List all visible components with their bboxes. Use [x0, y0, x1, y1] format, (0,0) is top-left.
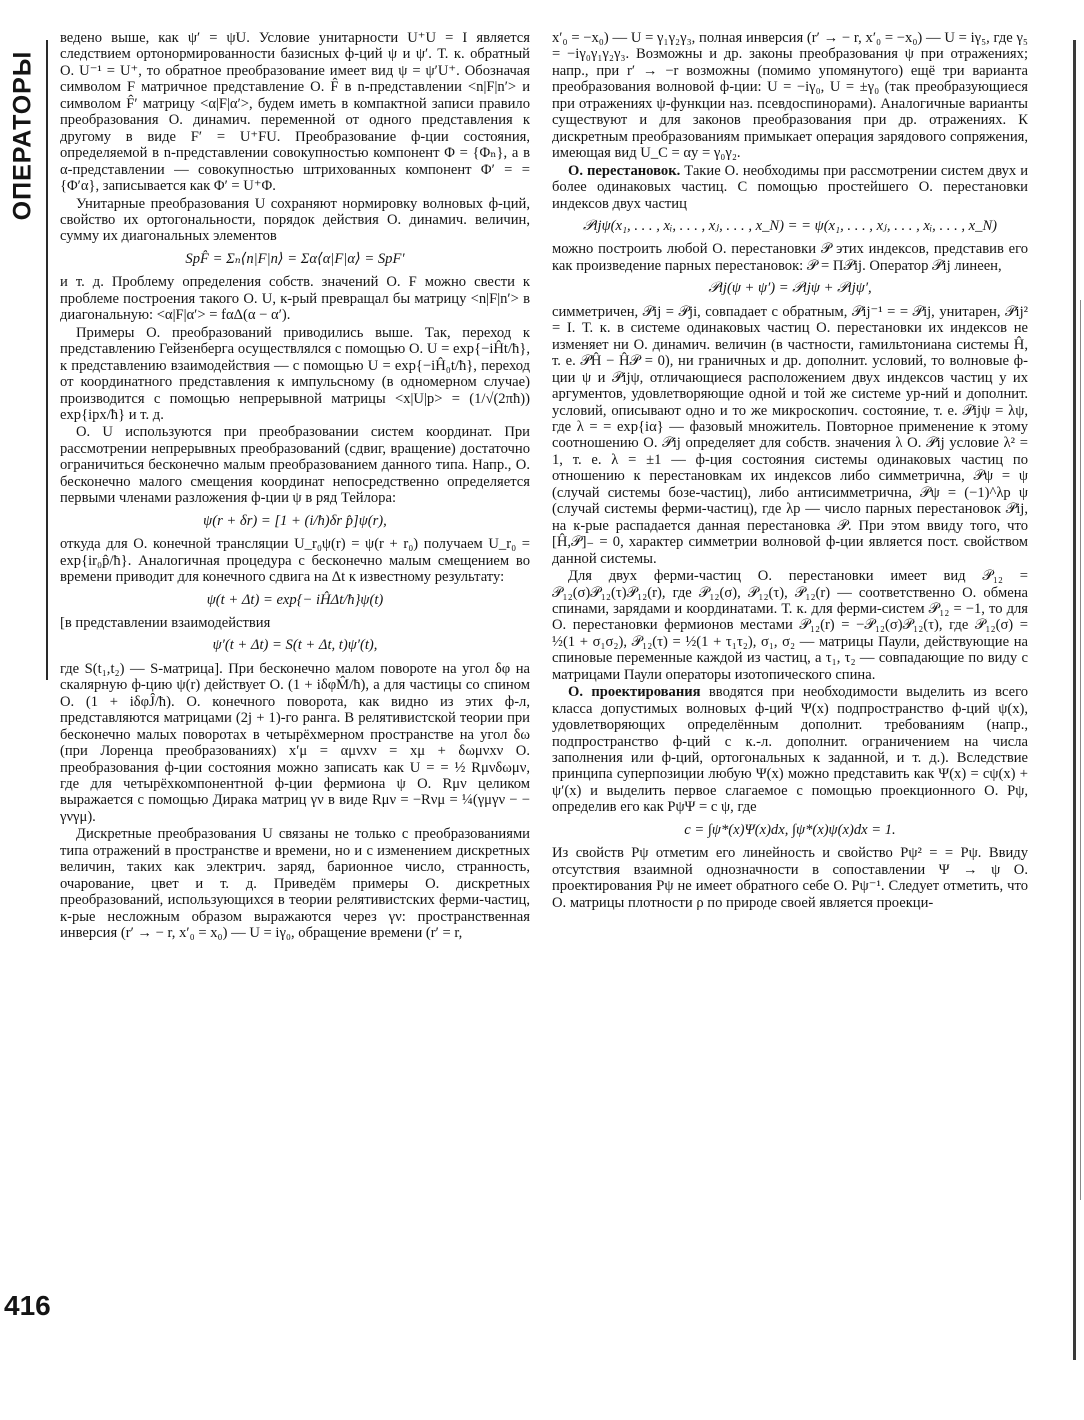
- formula: 𝒫ijψ(x₁, . . . , xᵢ, . . . , xⱼ, . . . , x_N) = = ψ(x₁, . . . , xⱼ, . . . , xᵢ, . . . , x_N): [582, 217, 998, 234]
- paragraph: симметричен, 𝒫ij = 𝒫ji, совпадает с обратным, 𝒫ij⁻¹ = = 𝒫ij, унитарен, 𝒫ij² = I. Т. к. в системе одинаковых частиц О. перестановки их индексов не изменяет ни О. динамич. величин (в частности, гамильтониана системы Ĥ, т. е. 𝒫Ĥ − Ĥ𝒫 = 0), ни граничных и др. дополнит. условий, то волновые ф-ции ψ и 𝒫ijψ, отличающиеся расположением двух индексов частиц у их аргументов, удовлетворяющие одной и той же системе ур-ний и дополнит. условий, описывают одно и то же микроскопич. состояние, т. е. 𝒫ijψ = λψ, где λ = = exp{iα} — фазовый множитель. Повторное применение к этому соотношению О. 𝒫ij определяет для собств. значения λ О. 𝒫ij условие λ² = 1, т. е. λ = ±1 — ф-ция состояния системы одинаковых частиц по отношению к перестановкам их индексов либо симметрична, 𝒫ψ = ψ (случай системы бозе-частиц), либо антисимметрична, 𝒫ψ = (−1)^λp ψ (случай системы ферми-частиц), где λp — число парных перестановок 𝒫ij, на к-рые распадается данная перестановка 𝒫. При этом ввиду того, что [Ĥ,𝒫]₋ = 0, характер симметрии волновой ф-ции является пост. свойством данной системы.: [552, 303, 1028, 567]
- formula: ψ(r + δr) = [1 + (i/ħ)δr p̂]ψ(r),: [203, 512, 387, 529]
- paragraph: Из свойств Pψ отметим его линейность и свойство Pψ² = = Pψ. Ввиду отсутствия взаимной однозначности в сопоставлении Ψ → ψ О. проектирования Pψ не имеет обратного себе О. Pψ⁻¹. Следует отметить, что О. матрицы плотности ρ по природе своей является проекци-: [552, 845, 1028, 911]
- paragraph: [552, 684, 1028, 816]
- paragraph: можно построить любой О. перестановки 𝒫 этих индексов, представив его как произведение парных перестановок: 𝒫 = Π𝒫ij. Оператор 𝒫ij линеен,: [552, 241, 1028, 274]
- paragraph: Унитарные преобразования U сохраняют нормировку волновых ф-ций, свойство их ортогональности, порядок действия О. динамич. величин, сумму их диагональных элементов: [60, 195, 530, 245]
- entry-text: вводятся при необходимости выделить из всего класса допустимых волновых ф-ций Ψ(x) подпространство ф-ций ψ(x), удовлетворяющих определённым дополнит. требованиям (напр., подпространство ф-ций с к.-л. дополнит. ограничением на числа заполнения или ф-ций, ортогональных к заданной, и т. д.). Вследствие принципа суперпозиции любую Ψ(x) можно представить как Ψ(x) = cψ(x) + ψ′(x) и выделить первое слагаемое с помощью проекционного О. Pψ, определив его как PψΨ = c ψ, где: [552, 684, 1029, 816]
- section-rule: [46, 40, 48, 680]
- entry-term: О. перестановок.: [568, 162, 681, 179]
- paragraph: Примеры О. преобразований приводились выше. Так, переход к представлению Гейзенберга осуществлялся с помощью О. U = exp{−iĤt/ħ}, к представлению взаимодействия — с помощью U = exp{−iĤ₀t/ħ}, переход от координатного представления к импульсному (в одномерном случае) производится с помощью непрерывной матрицы <x|U|p> = (1/√(2πħ)) exp{ipx/ħ} и т. д.: [60, 324, 530, 423]
- paragraph: О. U используются при преобразовании систем координат. При рассмотрении непрерывных преобразований (сдвиг, вращение) достаточно ограничиться бесконечно малым преобразованием данного типа. Напр., О. бесконечно малого смещения координат непосредственно определяется первыми членами разложения ф-ции ψ в ряд Тейлора:: [60, 424, 530, 507]
- paragraph: ведено выше, как ψ′ = ψU. Условие унитарности U⁺U = I является следствием ортонормированности базисных ф-ций ψ и ψ′. Т. к. обратный О. U⁻¹ = U⁺, то обратное преобразование имеет вид ψ = ψ′U⁺. Обозначая символом F матричное представление О. F̂ в n-представлении <n|F|n′> и символом F̂′ матрицу <α|F|α′>, будем иметь в компактной записи правило преобразования О. динамич. переменной от одного представления к другому в виде F′ = U⁺FU. Преобразование ф-ции состояния, определяемой в n-представлении совокупностью компонент Φ = {Φₙ}, а в α-представлении — совокупностью штрихованных компонент Φ′ = = {Φ′α}, записывается как Φ′ = U⁺Φ.: [60, 30, 530, 195]
- section-title: ОПЕРАТОРЫ: [8, 50, 37, 220]
- paragraph: [в представлении взаимодействия: [60, 614, 271, 631]
- page-edge-rule-thin: [1080, 300, 1081, 1200]
- formula: ψ′(t + Δt) = S(t + Δt, t)ψ′(t),: [212, 637, 378, 654]
- formula: SpF̂ = Σₙ⟨n|F|n⟩ = Σα⟨α|F|α⟩ = SpF′: [185, 250, 405, 267]
- page-edge-rule: [1073, 40, 1076, 1360]
- paragraph: Для двух ферми-частиц О. перестановки имеет вид 𝒫₁₂ = 𝒫₁₂(σ)𝒫₁₂(τ)𝒫₁₂(r), где 𝒫₁₂(σ), 𝒫₁₂(τ), 𝒫₁₂(r) — соответственно О. обмена спинами, зарядами и координатами. Т. к. для ферми-систем 𝒫₁₂ = −1, то для О. перестановки фермионов местами 𝒫₁₂(r) = −𝒫₁₂(σ)𝒫₁₂(τ), где 𝒫₁₂(σ) = ½(1 + σ₁σ₂), 𝒫₁₂(τ) = ½(1 + τ₁τ₂), σ₁, σ₂ — матрицы Паули, действующие на спиновые переменные каждой из частиц, а τ₁, τ₂ — совпадающие по виду с матрицами Паули операторы изотопического спина.: [552, 568, 1028, 683]
- paragraph: откуда для О. конечной трансляции U_r₀ψ(r) = ψ(r + r₀) получаем U_r₀ = exp{ir₀p̂/ħ}. Аналогичная процедура с бесконечно малым смещением во времени приводит для конечного сдвига на Δt к известному результату:: [60, 536, 530, 586]
- paragraph: Дискретные преобразования U связаны не только с преобразованиями типа отражений в пространстве и времени, но и с изменением дискретных величин, таких как электрич. заряд, барионное число, странность, очарование, цвет и т. д. Приведём примеры О. дискретных преобразований, использующихся в теории релятивистских ферми-частиц, к-рые несложным образом выражаются через γν: пространственная инверсия (r′ → − r, x′₀ = x₀) — U = iγ₀, обращение времени (r′ = r,: [60, 826, 530, 942]
- page-number: 416: [4, 1290, 51, 1321]
- left-column: [60, 30, 530, 1342]
- formula: 𝒫ij(ψ + ψ′) = 𝒫ijψ + 𝒫ijψ′,: [708, 280, 872, 297]
- section-running-head: [6, 40, 40, 230]
- formula: ψ(t + Δt) = exp{− iĤΔt/ħ}ψ(t): [206, 591, 384, 608]
- paragraph: [552, 163, 1028, 212]
- paragraph: и т. д. Проблему определения собств. значений О. F можно свести к проблеме построения такого О. U, к-рый превращал бы матрицу <n|F|n′> в диагональную: <α|F|α′> = fαΔ(α − α′).: [60, 274, 530, 324]
- entry-term: О. проектирования: [568, 684, 701, 701]
- formula: c = ∫ψ*(x)Ψ(x)dx, ∫ψ*(x)ψ(x)dx = 1.: [684, 821, 896, 838]
- paragraph: где S(t₁,t₂) — S-матрица]. При бесконечно малом повороте на угол δφ на скалярную ф-цию ψ(r) действует О. (1 + iδφM̂/ħ), а для частицы со спином О. (1 + iδφĴ/ħ). О. конечного поворота, как видно из этих ф-л, представляются матрицами (2j + 1)-го ранга. В релятивистской теории при бесконечно малых поворотах в четырёхмерном пространстве на угол δω (при Лоренца преобразованиях) x′μ = αμνxν = xμ + δωμνxν О. преобразования ф-ции состояния можно записать как U = = ½ Rμνδωμν, где для четырёхкомпонентной ф-ции фермиона ψ О. Rμν целиком выражается с помощью Дирака матриц γν в виде Rμν = −Rνμ = ¼(γμγν − − γνγμ).: [60, 660, 530, 825]
- paragraph: x′₀ = −x₀) — U = γ₁γ₂γ₃, полная инверсия (r′ → − r, x′₀ = −x₀) — U = iγ₅, где γ₅ = −iγ₀γ₁γ₂γ₃. Возможны и др. законы преобразования ψ при отражениях; напр., при r′ → −r возможны (помимо упомянутого) ещё три варианта преобразования волновой ф-ции: U = −iγ₀, U = ±γ₀ (так преобразующиеся при отражениях ψ-функции наз. псевдоспинорами). Аналогичные варианты существуют и для законов преобразования при др. отражениях. К дискретным преобразованиям примыкает операция зарядового сопряжения, имеющая вид U_C = αy = γ₀γ₂.: [552, 30, 1028, 162]
- right-column: [552, 30, 1028, 1342]
- entry-text: Такие О. необходимы при рассмотрении систем двух и более одинаковых частиц. С помощью простейшего О. перестановки индексов двух частиц: [552, 162, 1029, 212]
